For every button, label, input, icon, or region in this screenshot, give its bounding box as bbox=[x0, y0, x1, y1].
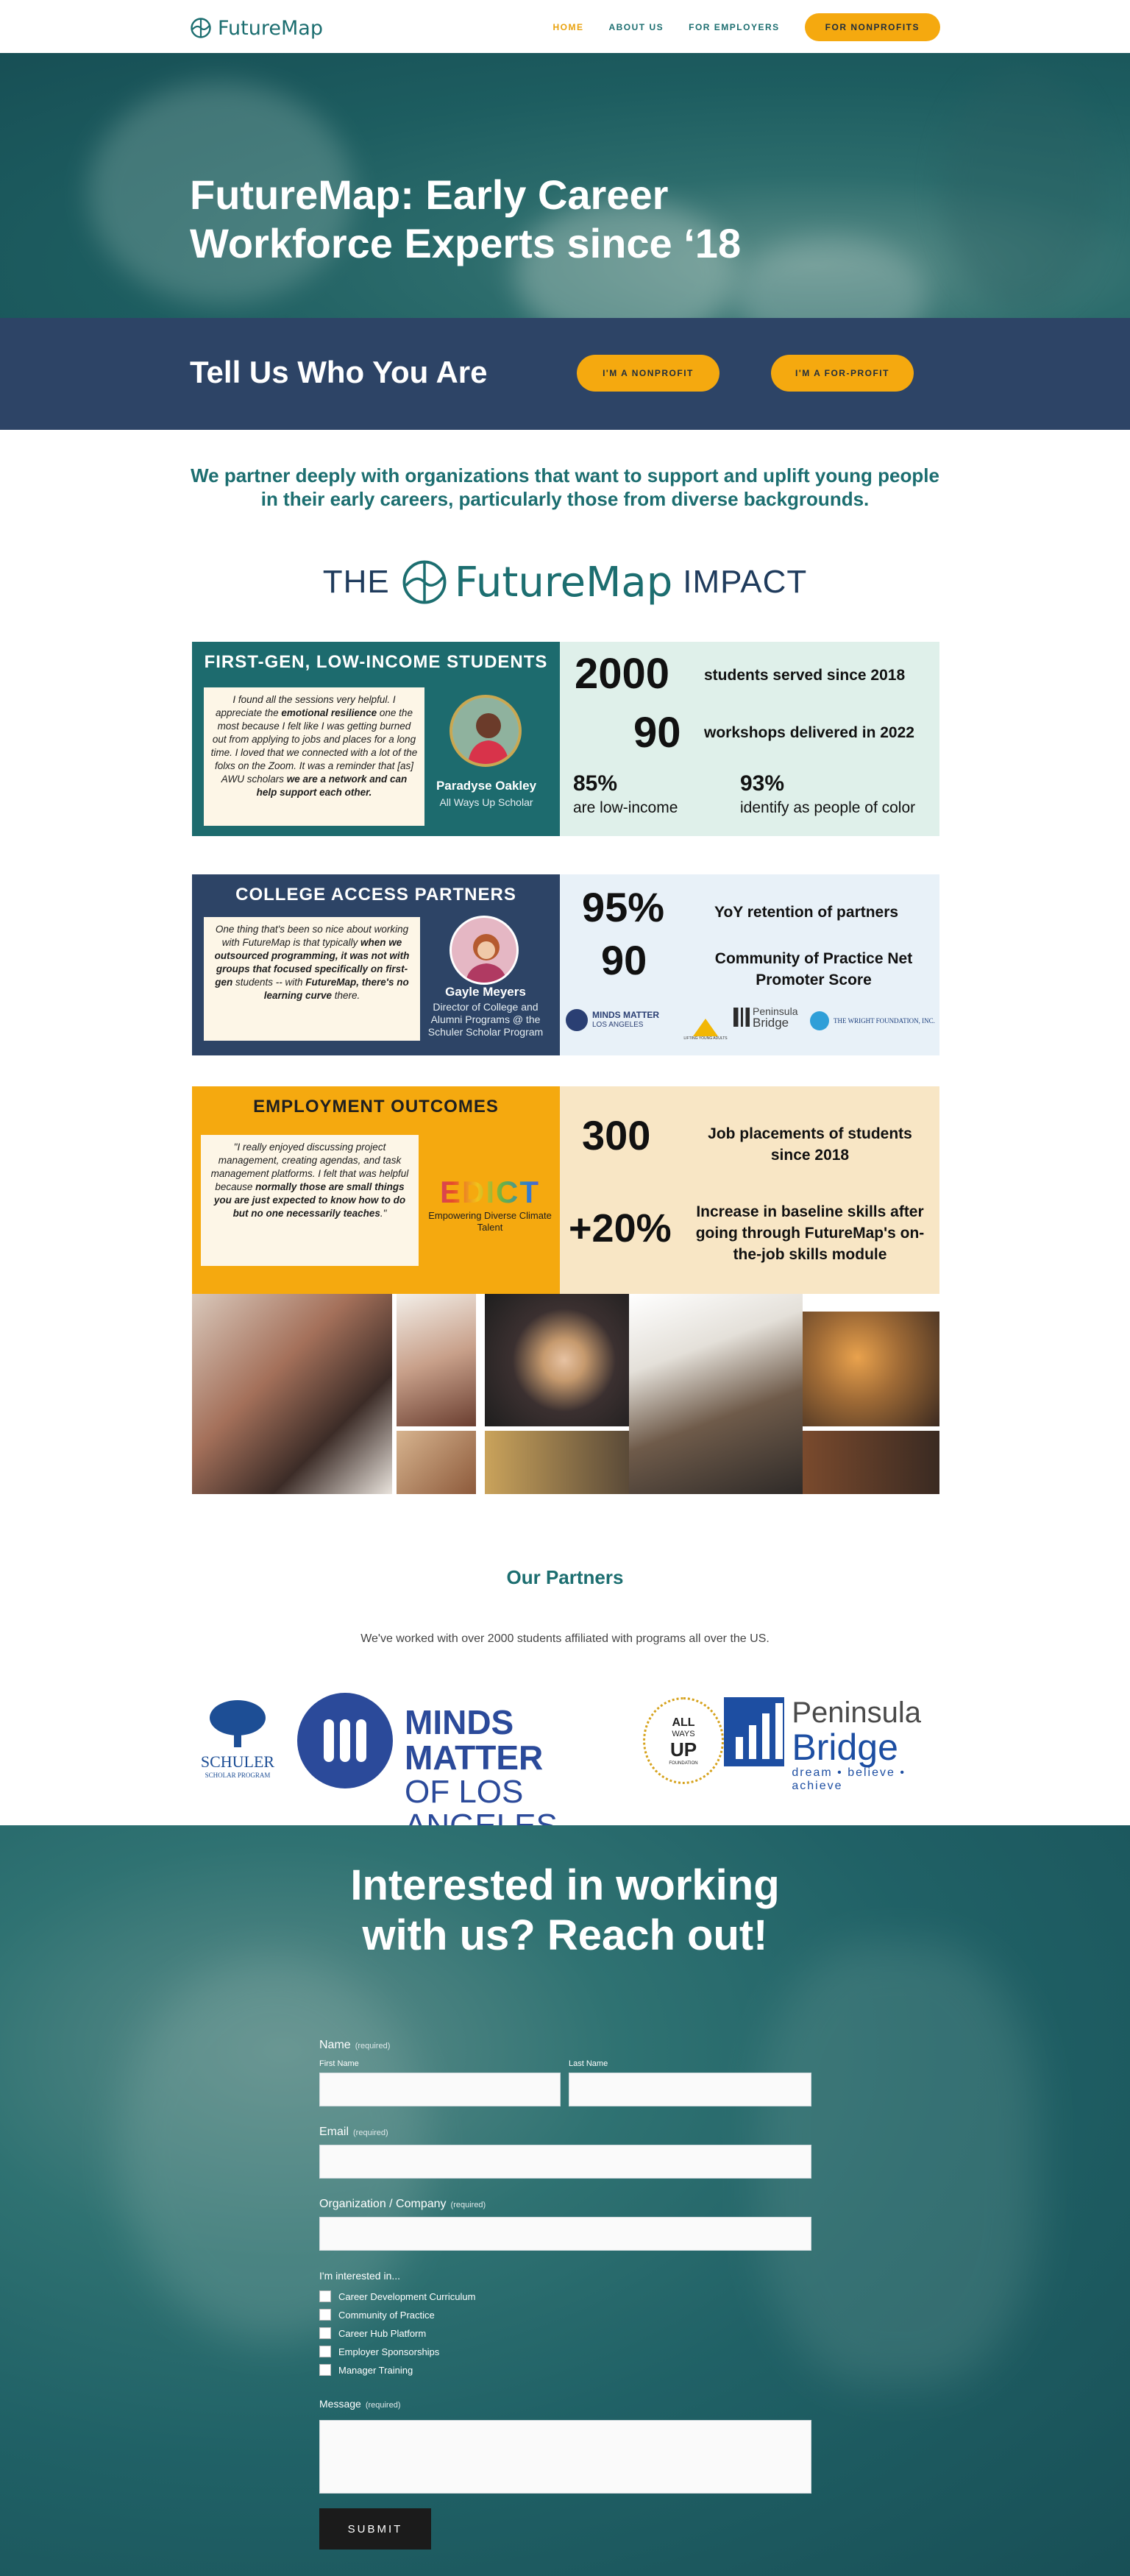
logo-all-ways-up bbox=[643, 1697, 724, 1784]
testimonial-quote: "I really enjoyed discussing project management, creating agendas, and task management platforms. I felt that was helpful because normally those are small things you are just expected to know how to do but no one necessarily teaches." bbox=[201, 1135, 419, 1266]
collage-photo bbox=[803, 1431, 939, 1494]
impact-card-first-gen bbox=[192, 642, 939, 836]
logo-text: MINDS MATTER bbox=[405, 1703, 544, 1777]
first-name-input[interactable] bbox=[319, 2073, 561, 2106]
tell-us-title: Tell Us Who You Are bbox=[190, 355, 488, 389]
card-right-panel bbox=[560, 1086, 939, 1295]
collage-photo bbox=[629, 1294, 803, 1494]
partner-logo-minds-matter bbox=[566, 1004, 683, 1036]
stat-number: +20% bbox=[569, 1206, 672, 1250]
checkbox[interactable] bbox=[319, 2364, 331, 2376]
avatar bbox=[449, 695, 522, 767]
partner-logo-peninsula-bridge bbox=[733, 1001, 807, 1033]
interest-option[interactable]: Employer Sponsorships bbox=[319, 2346, 439, 2357]
impact-brand-text: FutureMap bbox=[454, 558, 673, 606]
interest-label: I'm interested in... bbox=[319, 2270, 401, 2282]
testimonial-quote: One thing that's been so nice about working with FutureMap is that typically when we outsourced programming, it was not with groups that focused specifically on first-gen students -- with FutureMap, there's no learning curve there. bbox=[204, 917, 420, 1041]
tree-icon bbox=[205, 1697, 271, 1749]
logo-text: FOUNDATION bbox=[669, 1761, 698, 1766]
interest-option[interactable]: Community of Practice bbox=[319, 2309, 435, 2321]
partners-subtitle: We've worked with over 2000 students affiliated with programs all over the US. bbox=[360, 1632, 770, 1645]
impact-the: THE bbox=[322, 564, 390, 600]
person-photo bbox=[452, 918, 519, 985]
logo-text: FutureMap bbox=[218, 16, 323, 40]
nav-about[interactable]: ABOUT US bbox=[608, 22, 664, 32]
interest-option[interactable]: Career Development Curriculum bbox=[319, 2290, 475, 2302]
logo[interactable] bbox=[190, 15, 323, 41]
stat-label: identify as people of color bbox=[740, 799, 916, 816]
avatar bbox=[449, 916, 519, 985]
compass-icon bbox=[190, 17, 212, 39]
organization-label: Organization / Company (required) bbox=[319, 2198, 486, 2210]
card-left-panel bbox=[192, 874, 560, 1055]
globe-icon bbox=[810, 1011, 829, 1030]
mission-statement: We partner deeply with organizations that want to support and uplift young people in their early careers, particularly those from diverse backgrounds. bbox=[191, 464, 939, 510]
impact-word: IMPACT bbox=[683, 564, 808, 600]
tell-us-band bbox=[0, 318, 1130, 430]
logo-minds-matter-text bbox=[405, 1703, 640, 1810]
edict-tagline: Empowering Diverse Climate Talent bbox=[428, 1210, 552, 1233]
email-label: Email (required) bbox=[319, 2126, 388, 2138]
collage-photo bbox=[397, 1294, 476, 1426]
logo-text: MINDS MATTER bbox=[592, 1010, 660, 1020]
card-right-panel bbox=[560, 874, 939, 1055]
person-role: All Ways Up Scholar bbox=[439, 796, 533, 808]
person-photo bbox=[452, 698, 522, 767]
logo-text: OF LOS bbox=[405, 1774, 524, 1810]
card-left-panel bbox=[192, 642, 560, 836]
card-left-panel bbox=[192, 1086, 560, 1295]
hero bbox=[0, 53, 1130, 318]
card-title: EMPLOYMENT OUTCOMES bbox=[253, 1097, 499, 1117]
card-right-panel bbox=[560, 642, 939, 836]
stat-label: are low-income bbox=[573, 799, 678, 816]
compass-icon bbox=[400, 558, 449, 606]
impact-card-college-access bbox=[192, 874, 939, 1055]
impact-card-employment bbox=[192, 1086, 939, 1295]
logo-text: Bridge bbox=[753, 1016, 789, 1030]
collage-photo bbox=[485, 1294, 629, 1426]
partner-logo-lifting bbox=[683, 1007, 728, 1041]
card-title: FIRST-GEN, LOW-INCOME STUDENTS bbox=[204, 652, 548, 672]
logo-text: LIFTING YOUNG ADULTS bbox=[683, 1036, 728, 1041]
person-name: Paradyse Oakley bbox=[436, 779, 537, 793]
last-name-label: Last Name bbox=[569, 2059, 608, 2068]
nav-employers[interactable]: FOR EMPLOYERS bbox=[689, 22, 780, 32]
edict-logo bbox=[427, 1175, 552, 1234]
lifting-logo-icon bbox=[693, 1019, 718, 1036]
stat-number: 90 bbox=[633, 709, 681, 757]
collage-photo bbox=[397, 1431, 476, 1494]
person-name: Gayle Meyers bbox=[445, 985, 526, 999]
last-name-input[interactable] bbox=[569, 2073, 811, 2106]
nav-links bbox=[552, 13, 940, 41]
impact-heading bbox=[0, 558, 1130, 606]
stat-number: 2000 bbox=[575, 650, 670, 698]
logo-text: THE WRIGHT FOUNDATION, INC. bbox=[834, 1017, 935, 1025]
stat-label: YoY retention of partners bbox=[714, 904, 899, 921]
contact-title-line2: with us? Reach out! bbox=[362, 1911, 768, 1959]
collage-photo bbox=[803, 1312, 939, 1426]
nonprofit-button[interactable]: I'M A NONPROFIT bbox=[577, 355, 719, 392]
impact-brand bbox=[400, 558, 673, 606]
collage-photo bbox=[485, 1431, 629, 1494]
organization-input[interactable] bbox=[319, 2217, 811, 2251]
nav-nonprofits-button[interactable]: FOR NONPROFITS bbox=[805, 13, 940, 41]
hero-title-line1: FutureMap: Early Career bbox=[190, 171, 669, 218]
top-nav bbox=[0, 0, 1130, 53]
contact-title-line1: Interested in working bbox=[350, 1861, 780, 1909]
collage-photo bbox=[192, 1294, 392, 1494]
testimonial-quote: I found all the sessions very helpful. I appreciate the emotional resilience one the most because I felt like I was getting burned out from applying to jobs and places for a long time. I loved that we connected with a lot of the folxs on the Zoom. It was a reminder that [as] AWU scholars we are a network and can help support each other. bbox=[204, 687, 424, 826]
bridge-logo-icon bbox=[724, 1697, 784, 1766]
checkbox[interactable] bbox=[319, 2290, 331, 2302]
logo-text: UP bbox=[669, 1738, 697, 1761]
stat-label: Increase in baseline skills after going through FutureMap's on-the-job skills module bbox=[695, 1203, 925, 1263]
logo-text: LOS ANGELES bbox=[592, 1021, 644, 1029]
stat-number: 93% bbox=[740, 771, 785, 796]
logo-minds-matter-icon bbox=[297, 1693, 393, 1788]
stat-label: workshops delivered in 2022 bbox=[704, 724, 914, 741]
partners-title: Our Partners bbox=[506, 1566, 624, 1588]
person-role: Director of College and Alumni Programs @ the Schuler Scholar Program bbox=[427, 1001, 544, 1038]
logo-schuler bbox=[190, 1697, 285, 1786]
partner-logos bbox=[190, 1690, 940, 1810]
contact-section bbox=[0, 1825, 1130, 2576]
checkbox[interactable] bbox=[319, 2309, 331, 2321]
hero-title-line2: Workforce Experts since ‘18 bbox=[190, 220, 742, 266]
logo-text: Peninsula bbox=[753, 1005, 798, 1017]
submit-button[interactable]: SUBMIT bbox=[319, 2508, 431, 2550]
card-title: COLLEGE ACCESS PARTNERS bbox=[235, 885, 516, 905]
interest-option[interactable]: Career Hub Platform bbox=[319, 2327, 426, 2339]
message-label: Message (required) bbox=[319, 2398, 401, 2410]
first-name-label: First Name bbox=[319, 2059, 359, 2068]
logo-text: Bridge bbox=[792, 1727, 898, 1768]
contact-form bbox=[0, 1825, 1130, 2576]
hero-photo-shape bbox=[942, 68, 1104, 311]
stat-label: students served since 2018 bbox=[704, 667, 906, 684]
checkbox[interactable] bbox=[319, 2346, 331, 2357]
hero-title bbox=[190, 171, 852, 268]
partner-logo-wright bbox=[810, 1010, 939, 1032]
stat-label: Community of Practice Net Promoter Score bbox=[714, 950, 913, 988]
stat-number: 90 bbox=[601, 937, 647, 983]
logo-text: SCHULER bbox=[200, 1752, 275, 1771]
bridge-icon bbox=[733, 1008, 750, 1027]
message-textarea[interactable] bbox=[319, 2420, 811, 2494]
stat-number: 95% bbox=[582, 884, 665, 930]
name-label: Name (required) bbox=[319, 2039, 391, 2051]
logo-peninsula-bridge bbox=[724, 1696, 940, 1792]
forprofit-button[interactable]: I'M A FOR-PROFIT bbox=[771, 355, 914, 392]
logo-text: dream • believe • achieve bbox=[792, 1766, 906, 1792]
stat-number: 300 bbox=[582, 1112, 651, 1158]
stat-label: Job placements of students since 2018 bbox=[708, 1125, 912, 1164]
logo-text: ALL bbox=[672, 1716, 695, 1729]
edict-wordmark: EDICT bbox=[427, 1175, 552, 1210]
email-input[interactable] bbox=[319, 2145, 811, 2179]
nav-home[interactable]: HOME bbox=[552, 22, 584, 32]
interest-option[interactable]: Manager Training bbox=[319, 2364, 413, 2376]
checkbox[interactable] bbox=[319, 2327, 331, 2339]
minds-matter-icon bbox=[566, 1009, 588, 1031]
logo-text: WAYS bbox=[672, 1729, 695, 1738]
stat-number: 85% bbox=[573, 771, 618, 796]
logo-text: Peninsula bbox=[792, 1696, 922, 1729]
logo-text: SCHOLAR PROGRAM bbox=[205, 1772, 271, 1779]
photo-collage bbox=[192, 1294, 939, 1494]
